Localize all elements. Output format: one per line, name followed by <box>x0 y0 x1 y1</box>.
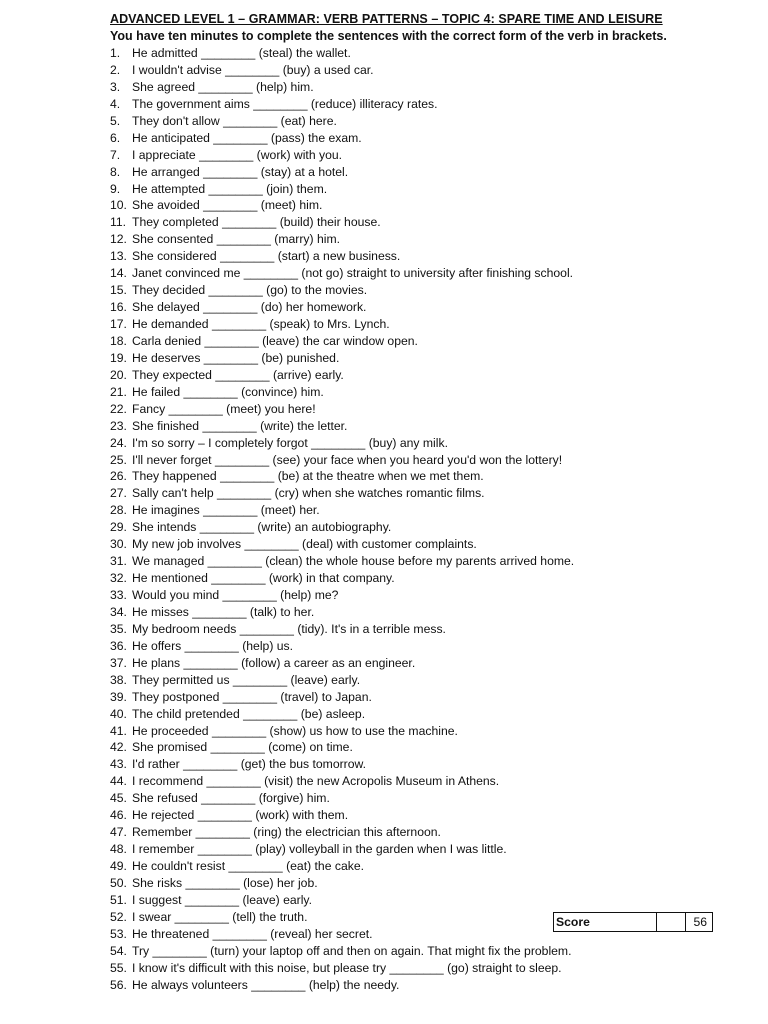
exercise-sentence: She delayed ________ (do) her homework. <box>132 300 367 315</box>
exercise-number: 36. <box>110 638 127 653</box>
exercise-item <box>110 197 574 214</box>
exercise-item <box>110 231 574 248</box>
exercise-item <box>110 401 574 418</box>
exercise-sentence: She considered ________ (start) a new business. <box>132 249 401 264</box>
score-label: Score <box>554 913 657 931</box>
exercise-item <box>110 909 574 926</box>
exercise-sentence: He failed ________ (convince) him. <box>132 384 324 399</box>
exercise-sentence: They postponed ________ (travel) to Japan. <box>132 689 372 704</box>
exercise-number: 28. <box>110 503 127 518</box>
exercise-number: 47. <box>110 825 127 840</box>
exercise-sentence: He anticipated ________ (pass) the exam. <box>132 130 362 145</box>
exercise-number: 22. <box>110 401 127 416</box>
exercise-item <box>110 841 574 858</box>
exercise-item <box>110 689 574 706</box>
exercise-number: 35. <box>110 621 127 636</box>
exercise-number: 23. <box>110 418 127 433</box>
exercise-item <box>110 418 574 435</box>
exercise-number: 17. <box>110 317 127 331</box>
exercise-sentence: He rejected ________ (work) with them. <box>132 808 349 823</box>
exercise-sentence: They completed ________ (build) their house. <box>132 215 381 230</box>
exercise-item <box>110 248 574 265</box>
exercise-number: 32. <box>110 571 127 586</box>
exercise-number: 2. <box>110 62 121 77</box>
exercise-number: 19. <box>110 350 127 365</box>
exercise-sentence: I'll never forget ________ (see) your face when you heard you'd won the lottery! <box>132 452 563 467</box>
exercise-item <box>110 926 574 943</box>
exercise-item <box>110 773 574 790</box>
exercise-item <box>110 452 574 469</box>
exercise-sentence: My bedroom needs ________ (tidy). It's in a terrible mess. <box>132 621 446 636</box>
exercise-item <box>110 45 574 62</box>
exercise-item <box>110 485 574 502</box>
exercise-sentence: He plans ________ (follow) a career as an engineer. <box>132 655 416 670</box>
exercise-item <box>110 621 574 638</box>
exercise-item <box>110 181 574 198</box>
exercise-sentence: They permitted us ________ (leave) early. <box>132 672 361 687</box>
exercise-number: 24. <box>110 435 127 450</box>
exercise-item <box>110 214 574 231</box>
exercise-number: 4. <box>110 96 121 111</box>
exercise-sentence: The child pretended ________ (be) asleep. <box>132 706 366 721</box>
exercise-item <box>110 655 574 672</box>
exercise-item <box>110 943 574 960</box>
exercise-sentence: The government aims ________ (reduce) illiteracy rates. <box>132 96 438 111</box>
exercise-sentence: Try ________ (turn) your laptop off and then on again. That might fix the problem. <box>132 943 572 958</box>
exercise-sentence: She avoided ________ (meet) him. <box>132 198 323 213</box>
exercise-sentence: My new job involves ________ (deal) with customer complaints. <box>132 537 477 552</box>
exercise-number: 51. <box>110 892 127 907</box>
exercise-number: 29. <box>110 520 127 535</box>
exercise-item <box>110 164 574 181</box>
exercise-number: 13. <box>110 249 127 264</box>
exercise-sentence: I recommend ________ (visit) the new Acropolis Museum in Athens. <box>132 774 500 789</box>
exercise-number: 42. <box>110 740 127 755</box>
exercise-number: 18. <box>110 333 127 348</box>
exercise-number: 26. <box>110 469 127 484</box>
exercise-item <box>110 519 574 536</box>
exercise-item <box>110 265 574 282</box>
exercise-sentence: He threatened ________ (reveal) her secret. <box>132 926 373 941</box>
exercise-item <box>110 367 574 384</box>
exercise-sentence: I appreciate ________ (work) with you. <box>132 147 343 162</box>
exercise-number: 48. <box>110 842 127 857</box>
exercise-number: 3. <box>110 79 121 94</box>
exercise-sentence: I suggest ________ (leave) early. <box>132 892 312 907</box>
exercise-number: 11. <box>110 215 127 230</box>
exercise-number: 40. <box>110 706 127 721</box>
exercise-number: 41. <box>110 723 127 738</box>
exercise-sentence: They expected ________ (arrive) early. <box>132 367 344 382</box>
exercise-sentence: Remember ________ (ring) the electrician this afternoon. <box>132 825 441 840</box>
exercise-item <box>110 638 574 655</box>
exercise-sentence: Fancy ________ (meet) you here! <box>132 401 316 416</box>
exercise-item <box>110 570 574 587</box>
exercise-sentence: He attempted ________ (join) them. <box>132 181 328 196</box>
exercise-sentence: She agreed ________ (help) him. <box>132 79 314 94</box>
exercise-number: 12. <box>110 232 127 247</box>
exercise-item <box>110 756 574 773</box>
exercise-sentence: She consented ________ (marry) him. <box>132 232 340 247</box>
exercise-item <box>110 333 574 350</box>
exercise-item <box>110 604 574 621</box>
exercise-number: 52. <box>110 909 127 924</box>
exercise-sentence: She refused ________ (forgive) him. <box>132 791 330 806</box>
exercise-number: 27. <box>110 486 127 501</box>
exercise-item <box>110 113 574 130</box>
exercise-sentence: He arranged ________ (stay) at a hotel. <box>132 164 349 179</box>
exercise-item <box>110 706 574 723</box>
exercise-sentence: She intends ________ (write) an autobiography. <box>132 520 392 535</box>
exercise-number: 53. <box>110 926 127 941</box>
exercise-sentence: They decided ________ (go) to the movies. <box>132 283 368 298</box>
score-box <box>553 912 713 932</box>
exercise-sentence: He demanded ________ (speak) to Mrs. Lynch. <box>132 317 390 331</box>
exercise-number: 38. <box>110 672 127 687</box>
exercise-item <box>110 147 574 164</box>
exercise-item <box>110 350 574 367</box>
exercise-item <box>110 739 574 756</box>
exercise-sentence: He offers ________ (help) us. <box>132 638 294 653</box>
exercise-item <box>110 960 574 977</box>
exercise-item <box>110 807 574 824</box>
exercise-sentence: He deserves ________ (be) punished. <box>132 350 340 365</box>
exercise-sentence: He imagines ________ (meet) her. <box>132 503 320 518</box>
exercise-item <box>110 536 574 553</box>
exercise-item <box>110 858 574 875</box>
exercise-item <box>110 892 574 909</box>
exercise-item <box>110 282 574 299</box>
exercise-number: 14. <box>110 266 127 281</box>
exercise-sentence: She risks ________ (lose) her job. <box>132 875 318 890</box>
exercise-sentence: I remember ________ (play) volleyball in the garden when I was little. <box>132 842 507 857</box>
exercise-sentence: They happened ________ (be) at the theatre when we met them. <box>132 469 484 484</box>
exercise-number: 34. <box>110 604 127 619</box>
exercise-number: 55. <box>110 960 127 975</box>
exercise-item <box>110 96 574 113</box>
exercise-number: 21. <box>110 384 127 399</box>
exercise-number: 9. <box>110 181 121 196</box>
exercise-item <box>110 502 574 519</box>
exercise-number: 43. <box>110 757 127 772</box>
score-value: 56 <box>693 915 707 929</box>
exercise-item <box>110 587 574 604</box>
exercise-sentence: He proceeded ________ (show) us how to use the machine. <box>132 723 458 738</box>
exercise-sentence: I wouldn't advise ________ (buy) a used car. <box>132 62 374 77</box>
exercise-sentence: He admitted ________ (steal) the wallet. <box>132 46 351 60</box>
exercise-sentence: She finished ________ (write) the letter. <box>132 418 348 433</box>
exercise-number: 7. <box>110 147 121 162</box>
exercise-number: 56. <box>110 977 127 992</box>
exercise-item <box>110 790 574 807</box>
exercise-number: 50. <box>110 875 127 890</box>
exercise-sentence: I swear ________ (tell) the truth. <box>132 909 308 924</box>
exercise-item <box>110 672 574 689</box>
exercise-item <box>110 299 574 316</box>
exercise-number: 30. <box>110 537 127 552</box>
worksheet-title: ADVANCED LEVEL 1 – GRAMMAR: VERB PATTERNS – TOPIC 4: SPARE TIME AND LEISURE <box>110 12 663 26</box>
exercise-item <box>110 79 574 96</box>
exercise-number: 46. <box>110 808 127 823</box>
score-blank-cell <box>657 913 686 931</box>
exercise-number: 5. <box>110 113 121 128</box>
exercise-number: 54. <box>110 943 127 958</box>
exercise-number: 15. <box>110 283 127 298</box>
exercise-sentence: Janet convinced me ________ (not go) straight to university after finishing school. <box>132 266 574 281</box>
exercise-number: 8. <box>110 164 121 179</box>
exercise-sentence: Carla denied ________ (leave) the car window open. <box>132 333 418 348</box>
exercise-item <box>110 316 574 333</box>
exercise-sentence: He mentioned ________ (work) in that company. <box>132 571 395 586</box>
exercise-item <box>110 435 574 452</box>
exercise-item <box>110 468 574 485</box>
exercise-item <box>110 723 574 740</box>
exercise-sentence: They don't allow ________ (eat) here. <box>132 113 337 128</box>
exercise-item <box>110 977 574 994</box>
exercise-number: 49. <box>110 859 127 873</box>
exercise-number: 39. <box>110 689 127 704</box>
exercise-sentence: He always volunteers ________ (help) the needy. <box>132 977 400 992</box>
exercise-sentence: Would you mind ________ (help) me? <box>132 588 339 602</box>
exercise-sentence: I'd rather ________ (get) the bus tomorrow. <box>132 757 367 772</box>
exercise-sentence: I'm so sorry – I completely forgot ________ (buy) any milk. <box>132 435 448 450</box>
exercise-number: 37. <box>110 655 127 670</box>
exercise-sentence: He couldn't resist ________ (eat) the cake. <box>132 859 364 873</box>
exercise-number: 1. <box>110 46 121 60</box>
exercise-item <box>110 62 574 79</box>
exercise-number: 45. <box>110 791 127 806</box>
exercise-item <box>110 553 574 570</box>
exercise-number: 16. <box>110 300 127 315</box>
exercise-number: 20. <box>110 367 127 382</box>
exercise-item <box>110 875 574 892</box>
exercise-item <box>110 130 574 147</box>
exercise-sentence: I know it's difficult with this noise, but please try ________ (go) straight to sleep. <box>132 960 562 975</box>
exercise-number: 31. <box>110 554 127 569</box>
exercise-number: 10. <box>110 198 127 213</box>
exercise-sentence: Sally can't help ________ (cry) when she watches romantic films. <box>132 486 485 501</box>
exercise-sentence: We managed ________ (clean) the whole house before my parents arrived home. <box>132 554 575 569</box>
exercise-sentence: He misses ________ (talk) to her. <box>132 604 315 619</box>
exercise-number: 33. <box>110 588 127 602</box>
exercise-item <box>110 824 574 841</box>
exercise-number: 44. <box>110 774 127 789</box>
exercise-item <box>110 384 574 401</box>
exercise-number: 6. <box>110 130 121 145</box>
worksheet-instructions: You have ten minutes to complete the sentences with the correct form of the verb in brackets. <box>110 29 667 43</box>
exercise-number: 25. <box>110 452 127 467</box>
exercise-list <box>110 45 574 994</box>
exercise-sentence: She promised ________ (come) on time. <box>132 740 353 755</box>
